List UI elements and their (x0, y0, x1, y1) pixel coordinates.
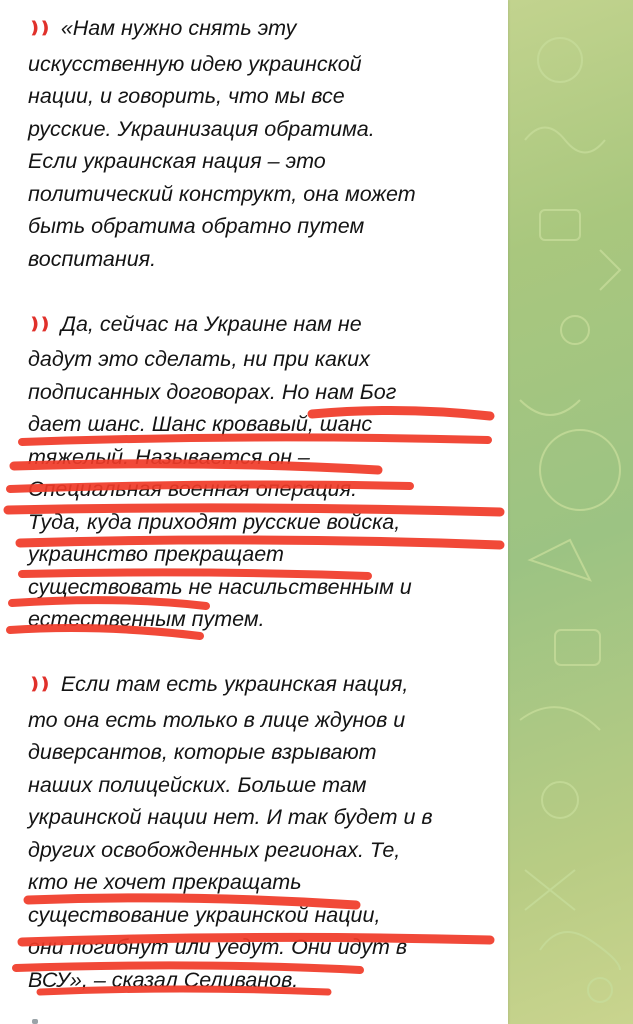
text-line: естественным путем. (28, 607, 265, 631)
scroll-indicator (32, 1019, 38, 1024)
text-line: то она есть только в лице ждунов и (28, 707, 406, 732)
text-line: Если украинская нация – это (28, 149, 326, 173)
text-line: быть обратима обратно путем (28, 214, 365, 238)
text-line: искусственную идею украинской (28, 51, 362, 76)
quote-marker-icon: ❫❫ (28, 315, 49, 333)
text-line: они погибнут или уедут. Они идут в (28, 935, 408, 959)
message-paragraph-1 (28, 12, 498, 275)
text-line: Туда, куда приходят русские войска, (28, 509, 401, 534)
text-line: украинство прекращает (28, 542, 284, 566)
text-line: ❫❫ Если там есть украинская нация, (28, 668, 498, 704)
message-paragraph-2 (28, 308, 498, 636)
text-line: ❫❫ «Нам нужно снять эту (28, 12, 498, 48)
text-line: диверсантов, которые взрывают (28, 740, 377, 764)
text-line: воспитания. (28, 246, 157, 271)
text-line: ВСУ», – сказал Селиванов. (28, 967, 299, 992)
quote-marker-icon: ❫❫ (28, 676, 49, 693)
text-line: существование украинской нации, (28, 902, 381, 927)
quote-marker-icon: ❫❫ (28, 20, 49, 37)
text-line: украинской нации нет. И так будет и в (28, 805, 433, 829)
text-line: политический конструкт, она может (28, 181, 416, 206)
text-line: Специальная военная операция. (28, 477, 358, 501)
text-line: существовать не насильственным и (28, 574, 412, 599)
message-text (28, 12, 498, 996)
text-line: подписанных договорах. Но нам Бог (28, 379, 397, 404)
text-line: тяжелый. Называется он – (28, 444, 310, 469)
text-line: дает шанс. Шанс кровавый, шанс (28, 412, 373, 436)
text-line: нации, и говорить, что мы все (28, 84, 345, 108)
message-paragraph-3 (28, 668, 498, 996)
text-line: наших полицейских. Больше там (28, 772, 367, 797)
text-line: кто не хочет прекращать (28, 870, 302, 894)
text-line: дадут это сделать, ни при каких (28, 347, 370, 371)
text-line: русские. Украинизация обратима. (28, 116, 375, 141)
text-line: других освобожденных регионах. Те, (28, 837, 401, 862)
text-line: ❫❫ Да, сейчас на Украине нам не (28, 308, 498, 344)
